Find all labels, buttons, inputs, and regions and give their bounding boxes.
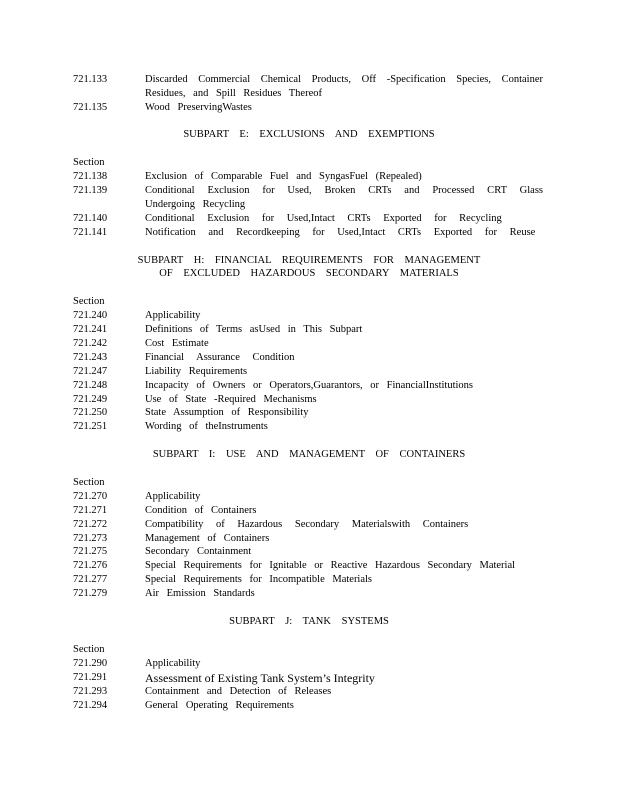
section-entry (73, 323, 543, 337)
section-title: Secondary Containment (145, 546, 252, 557)
section-title: Use of State -Required Mechanisms (145, 394, 317, 405)
section-entry (73, 337, 543, 351)
subpart-h-heading-line1: SUBPART H: FINANCIAL REQUIREMENTS FOR MANAGEMENT (137, 255, 481, 266)
section-title: Cost Estimate (145, 338, 209, 349)
section-number: 721.242 (73, 338, 108, 349)
section-number: 721.250 (73, 407, 108, 418)
section-title: Wood PreservingWastes (145, 102, 252, 113)
section-title: Air Emission Standards (145, 588, 255, 599)
section-number: 721.271 (73, 505, 108, 516)
section-number: 721.135 (73, 102, 108, 113)
section-entry (73, 559, 543, 573)
subpart-i-heading: SUBPART I: USE AND MANAGEMENT OF CONTAINERS (152, 449, 466, 460)
section-number: 721.290 (73, 658, 108, 669)
section-entry (73, 671, 543, 685)
section-entry (73, 101, 543, 115)
section-entry (73, 365, 543, 379)
section-entry (73, 226, 543, 240)
section-number: 721.279 (73, 588, 108, 599)
subpart-h-heading-line2: OF EXCLUDED HAZARDOUS SECONDARY MATERIALS (159, 268, 459, 279)
section-number: 721.275 (73, 546, 108, 557)
section-number: 721.291 (73, 672, 108, 683)
section-number: 721.276 (73, 560, 108, 571)
section-title: Wording of theInstruments (145, 421, 268, 432)
section-number: 721.241 (73, 324, 108, 335)
section-title: General Operating Requirements (145, 700, 294, 711)
section-entry (73, 309, 543, 323)
section-title: Notification and Recordkeeping for Used,Intact CRTs Exported for Reuse (145, 227, 536, 238)
section-title: Management of Containers (145, 533, 270, 544)
section-title: Exclusion of Comparable Fuel and SyngasFuel (Repealed) (145, 171, 422, 182)
section-number: 721.249 (73, 394, 108, 405)
section-entry (73, 184, 543, 212)
section-title: Assessment of Existing Tank System’s Integrity (145, 671, 375, 685)
section-entry (73, 393, 543, 407)
section-title: Discarded Commercial Chemical Products, Off -Specification Species, Container Residues, and Spill Residues Thereof (145, 74, 543, 99)
section-title: Applicability (145, 491, 201, 502)
section-title: Liability Requirements (145, 366, 248, 377)
section-title: Conditional Exclusion for Used, Broken CRTs and Processed CRT Glass Undergoing Recycling (145, 185, 543, 210)
section-entry (73, 685, 543, 699)
section-title: Definitions of Terms asUsed in This Subpart (145, 324, 363, 335)
section-title: Applicability (145, 310, 201, 321)
section-entry (73, 170, 543, 184)
section-entry (73, 504, 543, 518)
section-number: 721.141 (73, 227, 108, 238)
section-number: 721.272 (73, 519, 108, 530)
section-title: Special Requirements for Ignitable or Reactive Hazardous Secondary Material (145, 560, 516, 571)
section-entry (73, 545, 543, 559)
section-title: Containment and Detection of Releases (145, 686, 332, 697)
section-title: Incapacity of Owners or Operators,Guarantors, or FinancialInstitutions (145, 380, 473, 391)
section-number: 721.139 (73, 185, 108, 196)
section-entry (73, 490, 543, 504)
section-entry (73, 657, 543, 671)
section-number: 721.247 (73, 366, 108, 377)
section-entry (73, 351, 543, 365)
section-entry (73, 587, 543, 601)
section-number: 721.270 (73, 491, 108, 502)
section-label: Section (73, 157, 105, 168)
subpart-j-heading: SUBPART J: TANK SYSTEMS (229, 616, 389, 627)
section-number: 721.248 (73, 380, 108, 391)
section-title: Compatibility of Hazardous Secondary Materialswith Containers (145, 519, 469, 530)
section-number: 721.243 (73, 352, 108, 363)
section-number: 721.294 (73, 700, 108, 711)
section-title: Applicability (145, 658, 201, 669)
section-title: State Assumption of Responsibility (145, 407, 309, 418)
section-number: 721.240 (73, 310, 108, 321)
section-number: 721.133 (73, 74, 108, 85)
section-number: 721.277 (73, 574, 108, 585)
section-title: Financial Assurance Condition (145, 352, 295, 363)
section-entry (73, 212, 543, 226)
section-title: Special Requirements for Incompatible Materials (145, 574, 373, 585)
section-entry (73, 532, 543, 546)
section-number: 721.293 (73, 686, 108, 697)
subpart-e-heading: SUBPART E: EXCLUSIONS AND EXEMPTIONS (183, 129, 435, 140)
section-number: 721.140 (73, 213, 108, 224)
section-label: Section (73, 296, 105, 307)
section-entry (73, 73, 543, 101)
section-number: 721.251 (73, 421, 108, 432)
section-entry (73, 518, 543, 532)
section-label: Section (73, 644, 105, 655)
section-entry (73, 406, 543, 420)
section-title: Condition of Containers (145, 505, 257, 516)
section-label: Section (73, 477, 105, 488)
section-entry (73, 420, 543, 434)
section-title: Conditional Exclusion for Used,Intact CRTs Exported for Recycling (145, 213, 502, 224)
section-entry (73, 699, 543, 713)
section-entry (73, 573, 543, 587)
section-number: 721.273 (73, 533, 108, 544)
section-number: 721.138 (73, 171, 108, 182)
section-entry (73, 379, 543, 393)
